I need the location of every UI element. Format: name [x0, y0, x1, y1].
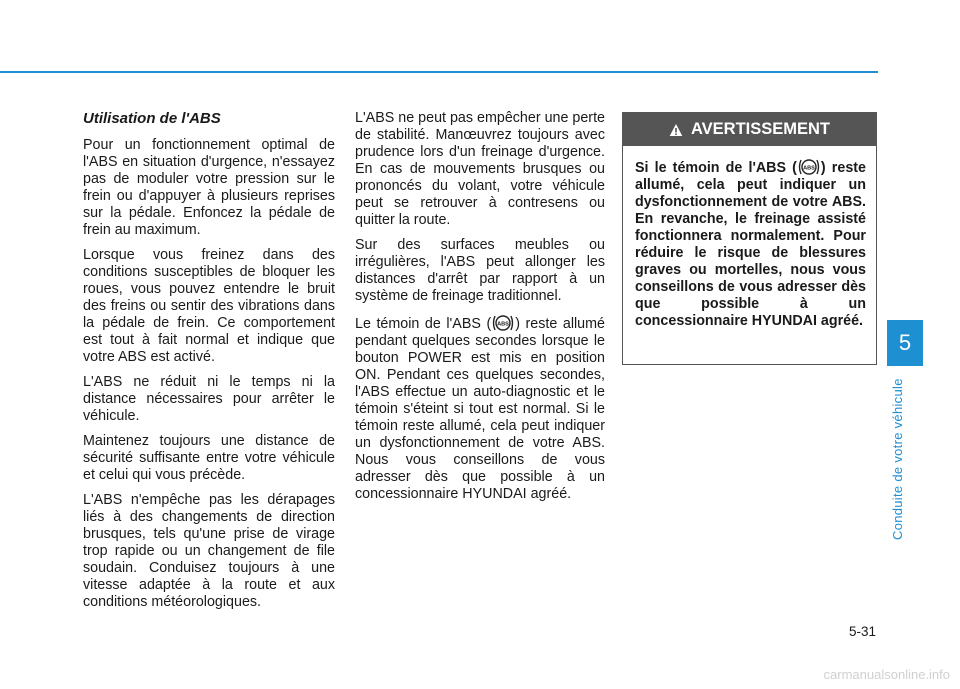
paragraph: Lorsque vous freinez dans des conditions susceptibles de bloquer les roues, vous pouvez entendre le bruit des freins ou sentir des vibrations dans la pédale de frein. Ce comportement est tout à fait normal et indique que votre ABS est activé. [83, 247, 335, 365]
abs-icon-label: ABS [497, 321, 510, 328]
middle-column [355, 110, 605, 511]
warning-triangle-icon [669, 123, 683, 137]
chapter-tab: 5 [887, 320, 923, 366]
paragraph: L'ABS ne peut pas empêcher une perte de stabilité. Manœuvrez toujours avec prudence lors d'un freinage d'urgence. En cas de mouvements brusques ou prononcés du volant, votre véhicule peut se retrouver à contresens ou quitter la route. [355, 110, 605, 228]
warning-header [623, 113, 876, 146]
page-number: 5-31 [848, 624, 876, 639]
chapter-title: Conduite de votre véhicule [890, 378, 905, 540]
paragraph: L'ABS n'empêche pas les dérapages liés à des changements de direction brusques, tels qu'une prise de virage trop rapide ou un changement de file soudain. Conduisez toujours à une vitesse adaptée à la route et aux conditions météorologiques. [83, 492, 335, 610]
abs-icon-label: ABS [803, 165, 815, 172]
text-span: ) reste allumé pendant quelques secondes lorsque le bouton POWER est mis en position ON. Pendant ces quelques secondes, l'ABS effectue un auto-diagnostic et le témoin s'éteint si tout est normal. Si le témoin reste allumé, cela peut indiquer un dysfonctionnement de votre ABS. Nous vous conseillons de vous adresser dès que possible à un concessionnaire HYUNDAI agréé. [355, 316, 605, 502]
text-span: Le témoin de l'ABS ( [355, 316, 492, 332]
warning-box [622, 112, 877, 365]
abs-warning-light-icon [797, 157, 821, 177]
section-heading: Utilisation de l'ABS [83, 110, 221, 127]
paragraph: Maintenez toujours une distance de sécurité suffisante entre votre véhicule et celui qui vous précède. [83, 433, 335, 483]
watermark: carmanualsonline.info [823, 667, 950, 682]
abs-warning-light-icon [491, 313, 515, 333]
paragraph: L'ABS ne réduit ni le temps ni la distance nécessaires pour arrêter le véhicule. [83, 374, 335, 424]
warning-title: AVERTISSEMENT [690, 120, 831, 138]
warning-text [623, 146, 876, 330]
text-span: ) reste allumé, cela peut indiquer un dysfonctionnement de votre ABS. En revanche, le freinage assisté fonctionnera normalement. Pour réduire le risque de blessures graves ou mortelles, nous vous conseillons de vous adresser dès que possible à un concessionnaire HYUNDAI agréé. [635, 160, 866, 329]
text-span: Si le témoin de l'ABS ( [635, 160, 797, 176]
left-column [83, 110, 335, 619]
paragraph-abs-indicator [355, 313, 605, 503]
paragraph: Pour un fonctionnement optimal de l'ABS en situation d'urgence, n'essayez pas de moduler votre pression sur le frein ou d'appuyer à plusieurs reprises sur la pédale. Enfoncez la pédale de frein au maximum. [83, 137, 335, 238]
top-rule [0, 71, 878, 73]
paragraph: Sur des surfaces meubles ou irrégulières, l'ABS peut allonger les distances d'arrêt par rapport à un système de freinage traditionnel. [355, 237, 605, 304]
